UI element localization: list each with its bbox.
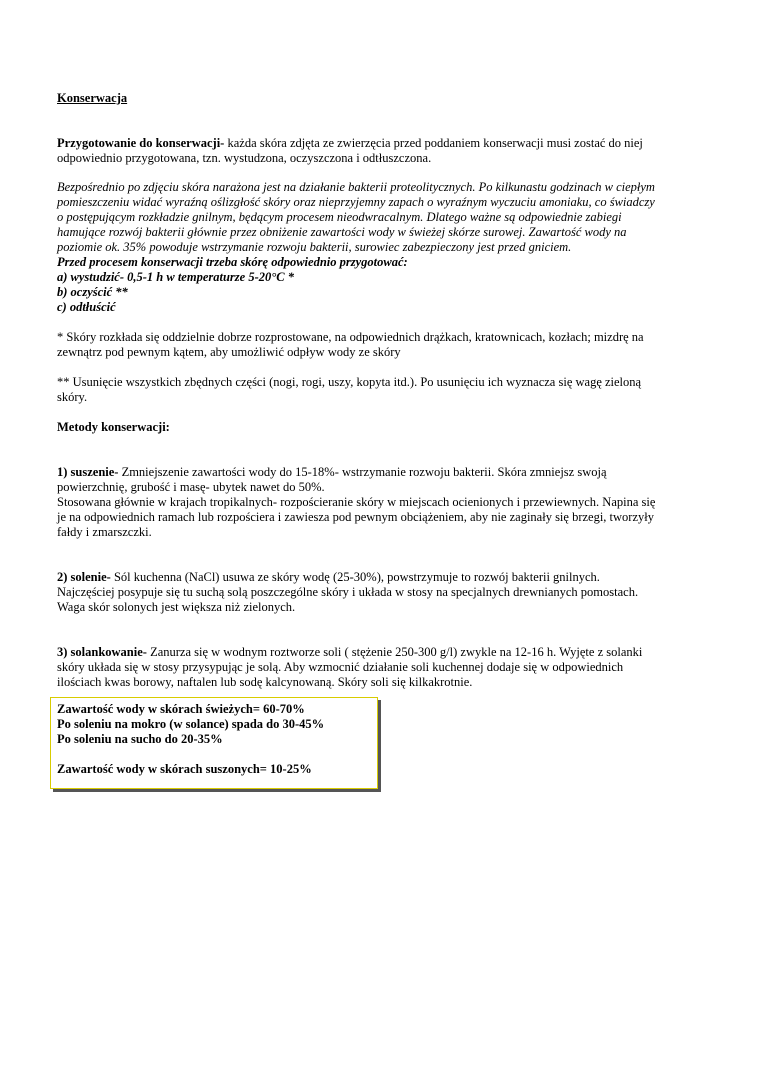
page-title: Konserwacja [57,91,128,105]
footnote-line: ** Usunięcie wszystkich zbędnych części (nogi, rogi, uszy, kopyta itd.). Po usunięciu ich wyznacza się wagę zieloną [57,375,642,389]
intro-paragraph [57,136,677,166]
italic-line: poziomie ok. 35% powoduje wstrzymanie rozwoju bakterii, surowiec zabezpieczony jest przed gniciem. [57,240,572,254]
document-body [57,91,677,690]
method-text: je na odpowiednich ramach lub rozpościera i zawiesza pod pewnym obciążeniem, aby nie zaginały się brzegi, tworzyły [57,510,654,524]
method-text: Waga skór solonych jest większa niż zielonych. [57,600,296,614]
method-text: Zmniejszenie zawartości wody do 15-18%- wstrzymanie rozwoju bakterii. Skóra zmniejsz swoją [118,465,607,479]
method-label: 3) solankowanie- [57,645,147,659]
preparation-heading: Przed procesem konserwacji trzeba skórę odpowiednio przygotować: [57,255,408,269]
italic-line: pomieszczeniu widać wyraźną oślizgłość skóry oraz nieprzyjemny zapach o wyraźnym wyczuciu amoniaku, co świadczy [57,195,655,209]
preparation-step: c) odtłuścić [57,300,116,314]
italic-line: Bezpośrednio po zdjęciu skóra narażona jest na działanie bakterii proteolitycznych. Po kilkunastu godzinach w ciepłym [57,180,655,194]
method-drying [57,465,677,540]
method-text: Najczęściej posypuje się tu suchą solą poszczególne skóry i układa w stosy na specjalnych drewnianych pomostach. [57,585,639,599]
preparation-step: a) wystudzić- 0,5-1 h w temperaturze 5-20°C * [57,270,294,284]
method-text: Sól kuchenna (NaCl) usuwa ze skóry wodę (25-30%), powstrzymuje to rozwój bakterii gnilnych. [110,570,600,584]
method-label: 2) solenie- [57,570,111,584]
summary-line: Zawartość wody w skórach świeżych= 60-70% [57,702,305,716]
footnote-1 [57,330,677,360]
summary-line: Po soleniu na sucho do 20-35% [57,732,223,746]
footnote-line: zewnątrz pod pewnym kątem, aby umożliwić odpływ wody ze skóry [57,345,401,359]
method-text: Zanurza się w wodnym roztworze soli ( stężenie 250-300 g/l) zwykle na 12-16 h. Wyjęte z solanki [146,645,643,659]
method-text: powierzchnię, grubość i masę- ubytek nawet do 50%. [57,480,325,494]
method-salting [57,570,677,615]
method-label: 1) suszenie- [57,465,119,479]
methods-heading: Metody konserwacji: [57,420,170,434]
italic-line: o postępującym rozkładzie gnilnym, będącym procesem nieodwracalnym. Dlatego ważne są odpowiednie zabiegi [57,210,622,224]
method-text: Stosowana głównie w krajach tropikalnych- rozpościeranie skóry w miejscach ocienionych i przewiewnych. Napina się [57,495,656,509]
preparation-step: b) oczyścić ** [57,285,128,299]
footnote-line: * Skóry rozkłada się oddzielnie dobrze rozprostowane, na odpowiednich drążkach, kratownicach, kozłach; mizdrę na [57,330,644,344]
intro-text: każda skóra zdjęta ze zwierzęcia przed poddaniem konserwacji musi zostać do niej odpowiednio przygotowana, tzn. wystudzona, oczyszczona i odtłuszczona. [57,136,643,165]
method-text: ilościach kwas borowy, naftalen lub sodę kalcynowaną. Skóry soli się kilkakrotnie. [57,675,473,689]
italic-paragraph [57,180,677,315]
method-text: fałdy i zmarszczki. [57,525,152,539]
italic-line: hamujące rozwój bakterii głównie przez obniżenie zawartości wody w świeżej skórze surowej. Zawartość wody na [57,225,627,239]
summary-line: Zawartość wody w skórach suszonych= 10-25% [57,762,312,776]
summary-line: Po soleniu na mokro (w solance) spada do 30-45% [57,717,325,731]
water-content-summary-box [50,697,378,789]
footnote-line: skóry. [57,390,88,404]
intro-heading: Przygotowanie do konserwacji- [57,136,225,150]
method-brining [57,645,677,690]
method-text: skóry układa się w stosy przysypując je solą. Aby wzmocnić działanie soli kuchennej dodaje się w odpowiednich [57,660,624,674]
footnote-2 [57,375,677,405]
